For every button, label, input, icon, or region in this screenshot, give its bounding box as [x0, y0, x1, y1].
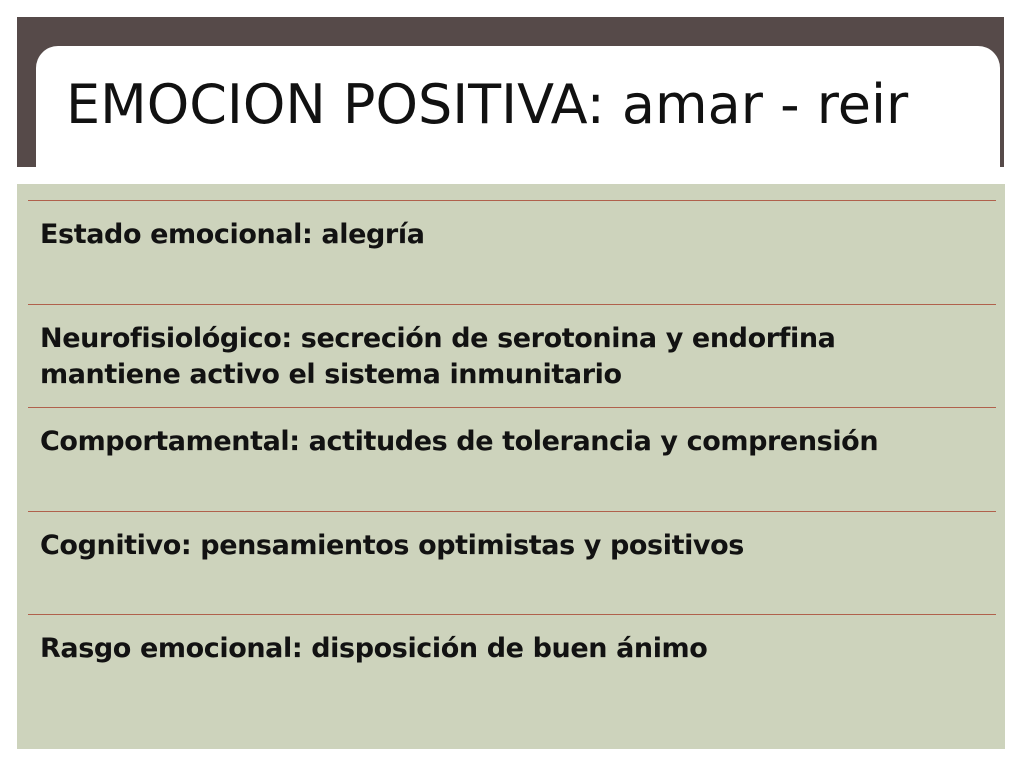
list-item-rasgo-emocional — [28, 614, 996, 718]
list-item-text: Neurofisiológico: secreción de serotonina y endorfina mantiene activo el sistema inmunitario — [40, 322, 836, 390]
list-item-text: Cognitivo: pensamientos optimistas y positivos — [40, 529, 744, 561]
title-box — [36, 46, 1000, 168]
list-item-text: Estado emocional: alegría — [40, 219, 425, 250]
item-list — [28, 200, 996, 718]
list-item-estado-emocional — [28, 200, 996, 304]
list-item-text: Rasgo emocional: disposición de buen ánimo — [40, 633, 708, 664]
list-item-text: Comportamental: actitudes de tolerancia y comprensión — [40, 426, 879, 457]
list-item-cognitivo — [28, 511, 996, 615]
slide-title: EMOCION POSITIVA: amar - reir — [66, 73, 909, 136]
list-item-neurofisiologico — [28, 304, 996, 408]
list-item-comportamental — [28, 407, 996, 511]
